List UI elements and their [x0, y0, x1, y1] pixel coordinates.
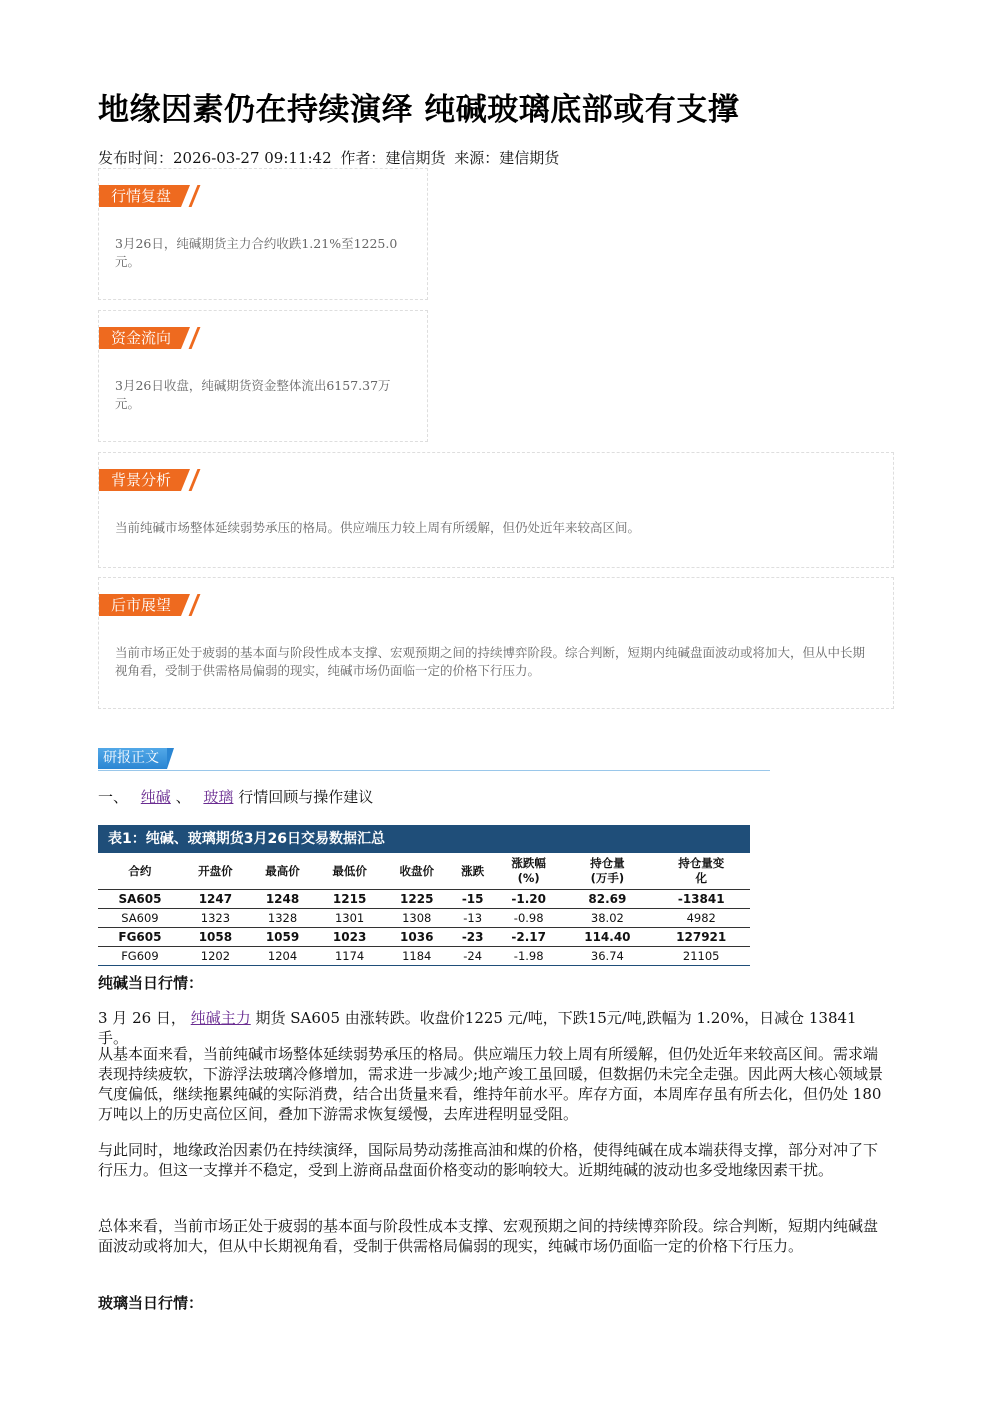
table-cell: 1225 [383, 890, 450, 909]
source: 建信期货 [499, 149, 560, 167]
table-body [98, 853, 750, 966]
author-label: 作者： [340, 149, 386, 167]
tag-market-review [99, 185, 181, 207]
summary-text: 当前纯碱市场整体延续弱势承压的格局。供应端压力较上周有所缓解，但仍处近年来较高区间。 [115, 520, 641, 535]
table-cell: 114.40 [562, 928, 652, 947]
table-cell: 1308 [383, 909, 450, 928]
summary-text: 当前市场正处于疲弱的基本面与阶段性成本支撑、宏观预期之间的持续博弈阶段。综合判断，短期内纯碱盘面波动或将加大，但从中长期视角看，受制于供需格局偏弱的现实，纯碱市场仍面临一定的价格下行压力。 [115, 645, 866, 678]
link-soda-main[interactable]: 纯碱主力 [190, 1009, 251, 1027]
table-header-cell: 开盘价 [198, 863, 233, 878]
table-header-cell: 涨跌 [461, 863, 485, 878]
trading-data-table [98, 825, 750, 966]
table-cell: -15 [450, 890, 495, 909]
tag-background [99, 469, 181, 491]
report-section-header [98, 748, 770, 771]
table-cell: 1328 [249, 909, 316, 928]
table-cell: SA605 [98, 890, 182, 909]
glass-today-label: 玻璃当日行情： [98, 1294, 204, 1312]
table-title: 表1：纯碱、玻璃期货3月26日交易数据汇总 [98, 825, 750, 853]
table-cell: -23 [450, 928, 495, 947]
table-cell: 38.02 [562, 909, 652, 928]
table-header-cell: 最低价 [332, 863, 367, 878]
table-row [98, 909, 750, 928]
table-cell: -0.98 [495, 909, 562, 928]
table-cell: FG605 [98, 928, 182, 947]
soda-today-label: 纯碱当日行情： [98, 974, 204, 992]
link-soda-ash[interactable]: 纯碱 [140, 788, 171, 806]
table-header-cell: 涨跌幅 (%) [511, 856, 546, 885]
article-meta [98, 147, 563, 168]
table-cell: 1059 [249, 928, 316, 947]
tag-fund-flow [99, 327, 181, 349]
table-cell: 36.74 [562, 947, 652, 966]
table-cell: 1023 [316, 928, 383, 947]
table-cell: -1.98 [495, 947, 562, 966]
table-header-cell: 持仓量 (万手) [590, 856, 625, 885]
summary-box-fund-flow [98, 310, 428, 442]
table-header-row [98, 853, 750, 890]
publish-time: 2026-03-27 09:11:42 [173, 149, 332, 167]
table-cell: 1036 [383, 928, 450, 947]
table-rows [98, 890, 750, 966]
soda-paragraph-4: 总体来看，当前市场正处于疲弱的基本面与阶段性成本支撑、宏观预期之间的持续博弈阶段。综合判断，短期内纯碱盘面波动或将加大，但从中长期视角看，受制于供需格局偏弱的现实，纯碱市场仍面临一定的价格下行压力。 [98, 1217, 879, 1255]
summary-text: 3月26日，纯碱期货主力合约收跌1.21%至1225.0元。 [115, 236, 398, 269]
table-cell: 4982 [652, 909, 750, 928]
article-title: 地缘因素仍在持续演绎 纯碱玻璃底部或有支撑 [98, 92, 740, 128]
link-glass[interactable]: 玻璃 [203, 788, 234, 806]
table-cell: 1202 [182, 947, 249, 966]
table-cell: 1174 [316, 947, 383, 966]
table-cell: -13841 [652, 890, 750, 909]
table-cell: -1.20 [495, 890, 562, 909]
section-prefix: 一、 [98, 788, 129, 806]
report-tag: 研报正文 [98, 748, 167, 769]
tag-outlook [99, 594, 181, 616]
publish-label: 发布时间： [98, 149, 174, 167]
table-cell: 1301 [316, 909, 383, 928]
table-header-cell: 最高价 [265, 863, 300, 878]
table-cell: 1247 [182, 890, 249, 909]
table-header-cell: 合约 [128, 863, 152, 878]
p1-rest: 期货 SA605 由涨转跌。收盘价1225 元/吨，下跌15元/吨,跌幅为 1.20%，日减仓 13841 手。 [98, 1009, 857, 1047]
table-cell: -24 [450, 947, 495, 966]
section-sep: 、 [175, 788, 191, 806]
table-header-cell: 持仓量变 化 [678, 856, 725, 885]
section-suffix: 行情回顾与操作建议 [238, 788, 374, 806]
author: 建信期货 [385, 149, 446, 167]
table-cell: 1058 [182, 928, 249, 947]
summary-box-outlook [98, 577, 894, 709]
table-cell: FG609 [98, 947, 182, 966]
summary-box-background [98, 452, 894, 568]
table-row [98, 890, 750, 909]
table-cell: 127921 [652, 928, 750, 947]
summary-text: 3月26日收盘，纯碱期货资金整体流出6157.37万元。 [115, 378, 391, 411]
table-cell: SA609 [98, 909, 182, 928]
section-heading [98, 786, 373, 807]
tag-label: 资金流向 [111, 329, 172, 347]
tag-label: 后市展望 [111, 596, 172, 614]
table-cell: -2.17 [495, 928, 562, 947]
soda-paragraph-1 [98, 1008, 888, 1048]
summary-box-market-review [98, 168, 428, 300]
soda-paragraph-2: 从基本面来看，当前纯碱市场整体延续弱势承压的格局。供应端压力较上周有所缓解，但仍处近年来较高区间。需求端表现持续疲软，下游浮法玻璃冷修增加，需求进一步减少;地产竣工虽回暖，但数据仍未完全走强。因此两大核心领域景气度偏低，继续拖累纯碱的实际消费，结合出货量来看，维持年前水平。库存方面，本周库存虽有所去化，但仍处 180 万吨以上的历史高位区间，叠加下游需求恢复缓慢，去库进程明显受阻。 [98, 1045, 884, 1123]
table-row [98, 947, 750, 966]
table-cell: 21105 [652, 947, 750, 966]
table-cell: 1248 [249, 890, 316, 909]
table-cell: 82.69 [562, 890, 652, 909]
tag-label: 行情复盘 [111, 187, 172, 205]
table-cell: 1184 [383, 947, 450, 966]
table-row [98, 928, 750, 947]
p1-prefix: 3 月 26 日， [98, 1009, 186, 1027]
table-cell: -13 [450, 909, 495, 928]
soda-paragraph-3: 与此同时，地缘政治因素仍在持续演绎，国际局势动荡推高油和煤的价格，使得纯碱在成本端获得支撑，部分对冲了下行压力。但这一支撑并不稳定，受到上游商品盘面价格变动的影响较大。近期纯碱的波动也多受地缘因素干扰。 [98, 1141, 879, 1179]
table-header-cell: 收盘价 [399, 863, 434, 878]
source-label: 来源： [454, 149, 500, 167]
table-cell: 1204 [249, 947, 316, 966]
tag-label: 背景分析 [111, 471, 172, 489]
table-cell: 1323 [182, 909, 249, 928]
table-cell: 1215 [316, 890, 383, 909]
